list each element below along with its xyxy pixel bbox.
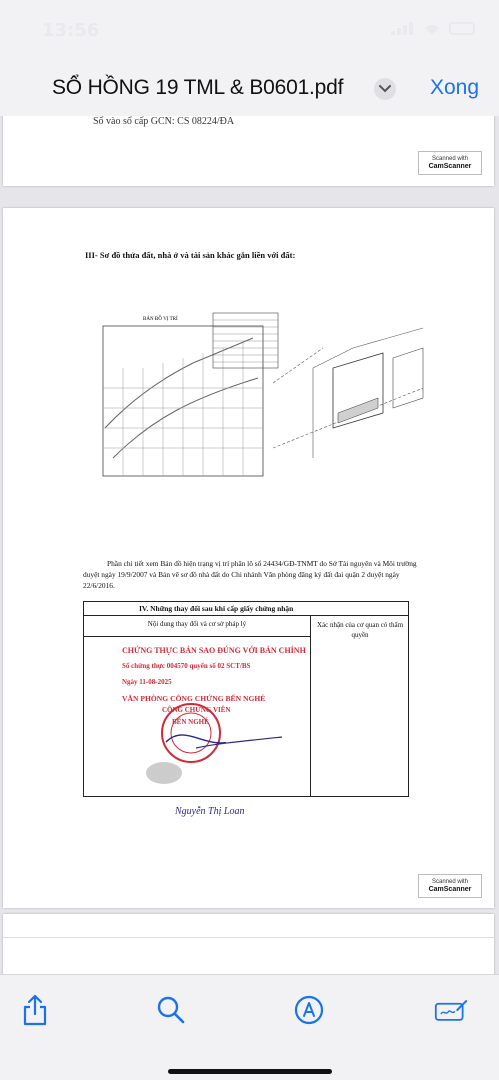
done-button[interactable]: Xong: [429, 76, 479, 99]
gcn-number-line: Số vào sổ cấp GCN: CS 08224/ĐA: [93, 116, 235, 127]
bottom-toolbar: [0, 974, 499, 1080]
status-icons: [391, 22, 475, 41]
changes-table: [83, 601, 409, 797]
home-indicator: [168, 1069, 332, 1074]
title-menu-button[interactable]: [374, 78, 396, 100]
stamp-line-6: BẾN NGHÉ: [172, 718, 209, 726]
markup-icon: [294, 995, 324, 1025]
site-map-drawing: [83, 308, 433, 508]
badge-caption: Scanned with: [431, 879, 469, 885]
camscanner-badge-2: [418, 874, 482, 898]
pdf-page-3: [3, 914, 494, 974]
status-time: 13:56: [42, 20, 100, 41]
map-title: BẢN ĐỒ VỊ TRÍ: [143, 317, 178, 322]
table-title: IV. Những thay đổi sau khi cấp giấy chứng nhận: [84, 602, 408, 616]
signature-stroke-icon: [194, 734, 284, 752]
share-button[interactable]: [18, 993, 52, 1027]
col2-header: Xác nhận của cơ quan có thẩm quyền: [316, 621, 404, 639]
status-bar: [0, 0, 499, 60]
signature-button[interactable]: [434, 993, 468, 1027]
stamp-line-4: VĂN PHÒNG CÔNG CHỨNG BẾN NGHÉ: [122, 694, 266, 703]
search-button[interactable]: [154, 993, 188, 1027]
redacted-blur-icon: [144, 760, 184, 786]
camscanner-badge: [418, 151, 482, 175]
stamp-line-2: Số chứng thực 004570 quyển số 02 SCT/BS: [122, 662, 251, 670]
signatory-name: Nguyễn Thị Loan: [175, 806, 245, 817]
signature-icon: [434, 996, 468, 1024]
search-icon: [156, 995, 186, 1025]
land-plot-diagram: [83, 308, 433, 508]
pdf-viewer[interactable]: [0, 116, 499, 974]
col1-header: Nội dung thay đổi và cơ sở pháp lý: [147, 620, 247, 628]
chevron-down-icon: [379, 85, 391, 93]
cellular-icon: [391, 22, 415, 35]
section-3-title: III- Sơ đồ thửa đất, nhà ở và tài sản khác gắn liền với đất:: [85, 250, 296, 260]
pdf-page-1: [3, 116, 494, 186]
page-top-edge: [3, 914, 494, 938]
battery-icon: [449, 22, 475, 35]
share-icon: [22, 994, 48, 1026]
nav-bar: [0, 60, 499, 116]
notary-seal-icon: [156, 702, 226, 764]
badge-caption: Scanned with: [431, 156, 469, 162]
stamp-line-1: CHỨNG THỰC BẢN SAO ĐÚNG VỚI BẢN CHÍNH: [122, 646, 306, 655]
badge-brand: CamScanner: [428, 886, 472, 893]
detail-paragraph: Phần chi tiết xem Bản đồ hiện trạng vị trí phân lô số 24434/GĐ-TNMT do Sở Tài nguyên và Môi trường duyệt ngày 19/9/2007 và Bản vẽ sơ đồ nhà đất do Chi nhánh Văn phòng đăng ký đất đai quận 2 duyệt ngày 22/6/2016.: [83, 559, 417, 590]
wifi-icon: [423, 22, 441, 41]
markup-button[interactable]: [292, 993, 326, 1027]
stamp-line-3: Ngày 11-08-2025: [122, 678, 172, 686]
badge-brand: CamScanner: [428, 163, 472, 170]
pdf-page-2: [3, 208, 494, 908]
row-divider: [84, 636, 310, 637]
stamp-line-5: CÔNG CHỨNG VIÊN: [162, 706, 231, 714]
document-title[interactable]: SỔ HỒNG 19 TML & B0601.pdf: [52, 76, 344, 99]
table-divider: [310, 616, 311, 796]
